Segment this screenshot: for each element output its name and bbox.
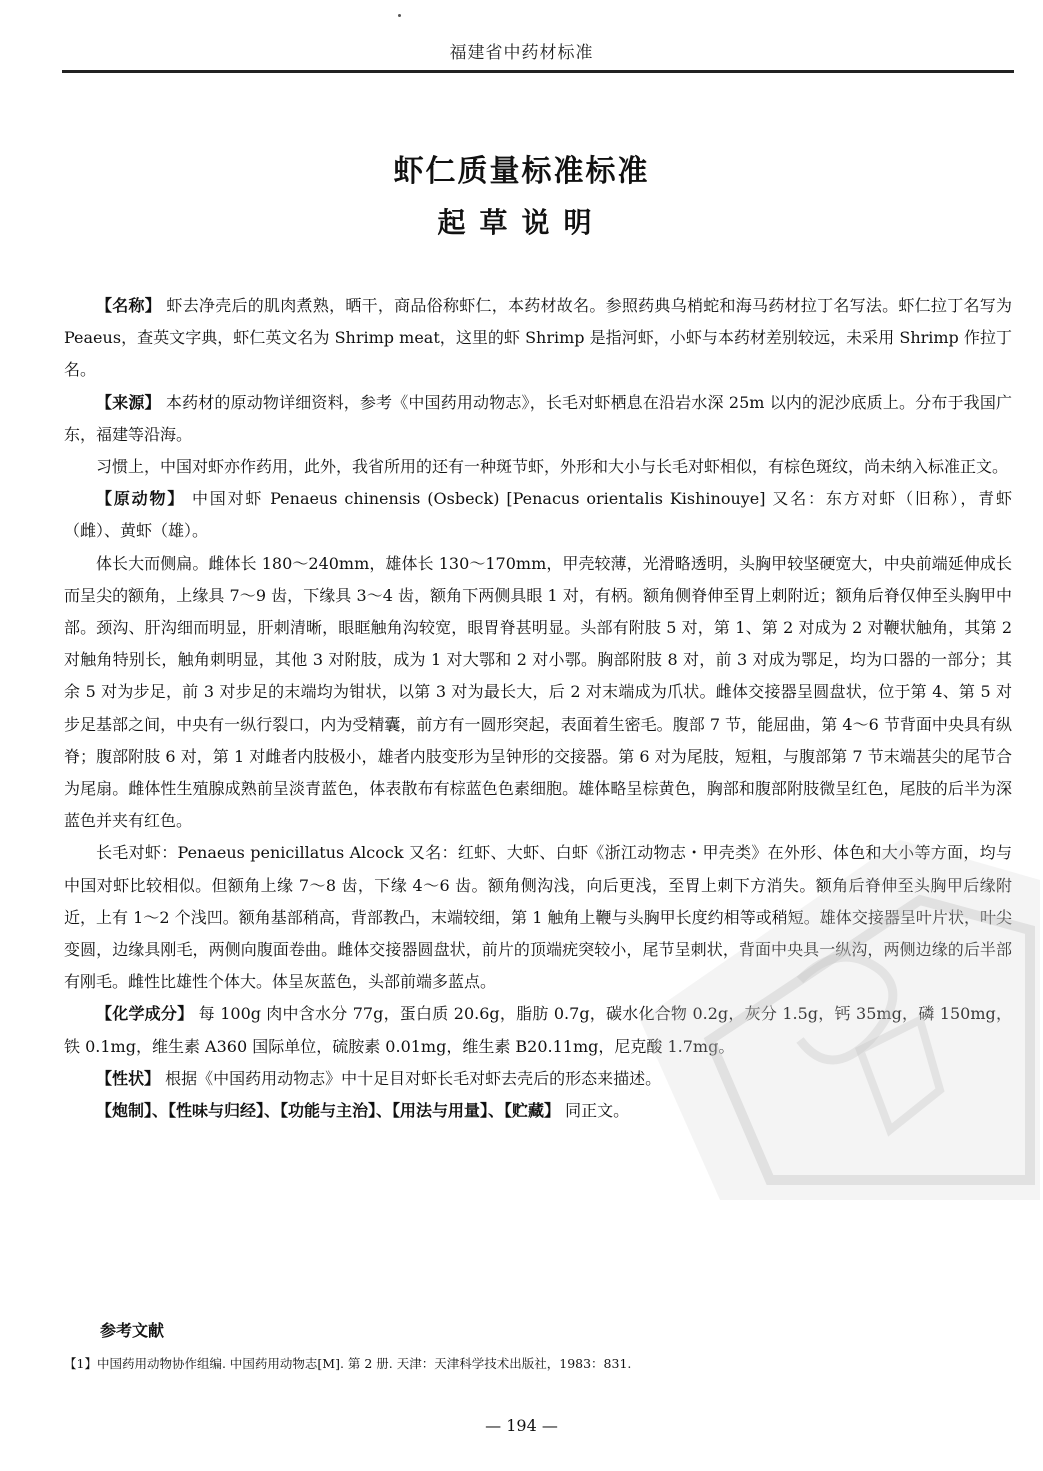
page-number: — 194 — — [485, 1416, 558, 1435]
body-text — [64, 290, 1012, 1127]
section-label: 【性状】 — [96, 1068, 161, 1088]
paragraph-morphology — [64, 548, 1012, 838]
section-label: 【化学成分】 — [96, 1004, 194, 1024]
paragraph-penicillatus — [64, 837, 1012, 998]
running-header: 福建省中药材标准 — [449, 43, 594, 63]
references-heading: 参考文献 — [100, 1321, 165, 1340]
paragraph-text: 本药材的原动物详细资料，参考《中国药用动物志》，长毛对虾栖息在沿岩水深 25m 以内的泥沙底质上。分布于我国广东，福建等沿海。 — [64, 392, 1012, 444]
section-label: 【原动物】 — [96, 489, 186, 509]
document-subtitle: 起草说明 — [437, 206, 606, 239]
paragraph-text: 长毛对虾：Penaeus penicillatus Alcock 又名：红虾、大虾、白虾《浙江动物志・甲壳类》在外形、体色和大小等方面，均与中国对虾比较相似。但额角上缘 7～8 齿，下缘 4～6 齿。额角侧沟浅，向后更浅，至胃上刺下方消失。额角后脊伸至头胸甲后缘附近，上有 1～2 个浅凹。额角基部稍高，背部教凸，末端较细，第 1 触角上鞭与头胸甲长度约相等或稍短。雄体交接器呈叶片状，叶尖变圆，边缘具刚毛，两侧向腹面卷曲。雌体交接器圆盘状，前片的顶端疣突较小，尾节呈刺状，背面中央具一纵沟，两侧边缘的后半部有刚毛。雌性比雄性个体大。体呈灰蓝色，头部前端多蓝点。 — [64, 843, 1012, 992]
paragraph-habit — [64, 451, 1012, 483]
paragraph-text: 中国对虾 Penaeus chinensis (Osbeck) [Penacus orientalis Kishinouye] 又名：东方对虾（旧称），青虾（雌）、黄虾（雄）。 — [64, 489, 1012, 541]
document-title: 虾仁质量标准标准 — [393, 154, 650, 189]
paragraph-characters — [64, 1063, 1012, 1095]
paragraph-text: 虾去净壳后的肌肉煮熟，晒干，商品俗称虾仁，本药材故名。参照药典乌梢蛇和海马药材拉丁名写法。虾仁拉丁名写为 Peaeus，查英文字典，虾仁英文名为 Shrimp meat，这里的虾 Shrimp 是指河虾，小虾与本药材差别较远，未采用 Shrimp 作拉丁名。 — [64, 296, 1012, 380]
header-rule — [62, 70, 1014, 73]
paragraph-text: 习惯上，中国对虾亦作药用，此外，我省所用的还有一种斑节虾，外形和大小与长毛对虾相似，有棕色斑纹，尚未纳入标准正文。 — [96, 457, 1009, 477]
section-label: 【来源】 — [96, 392, 161, 412]
paragraph-text: 根据《中国药用动物志》中十足目对虾长毛对虾去壳后的形态来描述。 — [160, 1068, 662, 1088]
section-label: 【名称】 — [96, 296, 162, 315]
paragraph-chemistry — [64, 998, 1012, 1062]
paragraph-name — [64, 290, 1012, 387]
paragraph-text: 同正文。 — [560, 1101, 630, 1121]
paragraph-text: 每 100g 肉中含水分 77g，蛋白质 20.6g，脂肪 0.7g，碳水化合物 0.2g，灰分 1.5g，钙 35mg，磷 150mg，铁 0.1mg，维生素 A360 国际单位，硫胺素 0.01mg，维生素 B20.11mg，尼克酸 1.7mg。 — [64, 1004, 1012, 1056]
paragraph-text: 体长大而侧扁。雌体长 180～240mm，雄体长 130～170mm，甲壳较薄，光滑略透明，头胸甲较坚硬宽大，中央前端延伸成长而呈尖的额角，上缘具 7～9 齿，下缘具 3～4 齿，额角下两侧具眼 1 对，有柄。额角侧脊伸至胃上刺附近；额角后脊仅伸至头胸甲中部。颈沟、肝沟细而明显，肝刺清晰，眼眶触角沟较宽，眼胃脊甚明显。头部有附肢 5 对，第 1、第 2 对成为 2 对鞭状触角，其第 2 对触角特别长，触角刺明显，其他 3 对附肢，成为 1 对大鄂和 2 对小鄂。胸部附肢 8 对，前 3 对成为鄂足，均为口器的一部分；其余 5 对为步足，前 3 对步足的末端均为钳状，以第 3 对为最长大，后 2 对末端成为爪状。雌体交接器呈圆盘状，位于第 4、第 5 对步足基部之间，中央有一纵行裂口，内为受精囊，前方有一圆形突起，表面着生密毛。腹部 7 节，能屈曲，第 4～6 节背面中央具有纵脊；腹部附肢 6 对，第 1 对雌者内肢极小，雄者内肢变形为呈钟形的交接器。第 6 对为尾肢，短粗，与腹部第 7 节末端甚尖的尾节合为尾扇。雌体性生殖腺成熟前呈淡青蓝色，体表散布有棕蓝色色素细胞。雄体略呈棕黄色，胸部和腹部附肢微呈红色，尾肢的后半为深蓝色并夹有红色。 — [64, 553, 1012, 831]
paragraph-source — [64, 387, 1012, 451]
section-label: 【炮制】、【性味与归经】、【功能与主治】、【用法与用量】、【贮藏】 — [96, 1101, 561, 1121]
reference-item: 【1】中国药用动物协作组编. 中国药用动物志[M]. 第 2 册. 天津：天津科学技术出版社，1983：831. — [64, 1356, 632, 1371]
paragraph-processing — [64, 1095, 1012, 1127]
paragraph-origin-animal — [64, 483, 1012, 547]
